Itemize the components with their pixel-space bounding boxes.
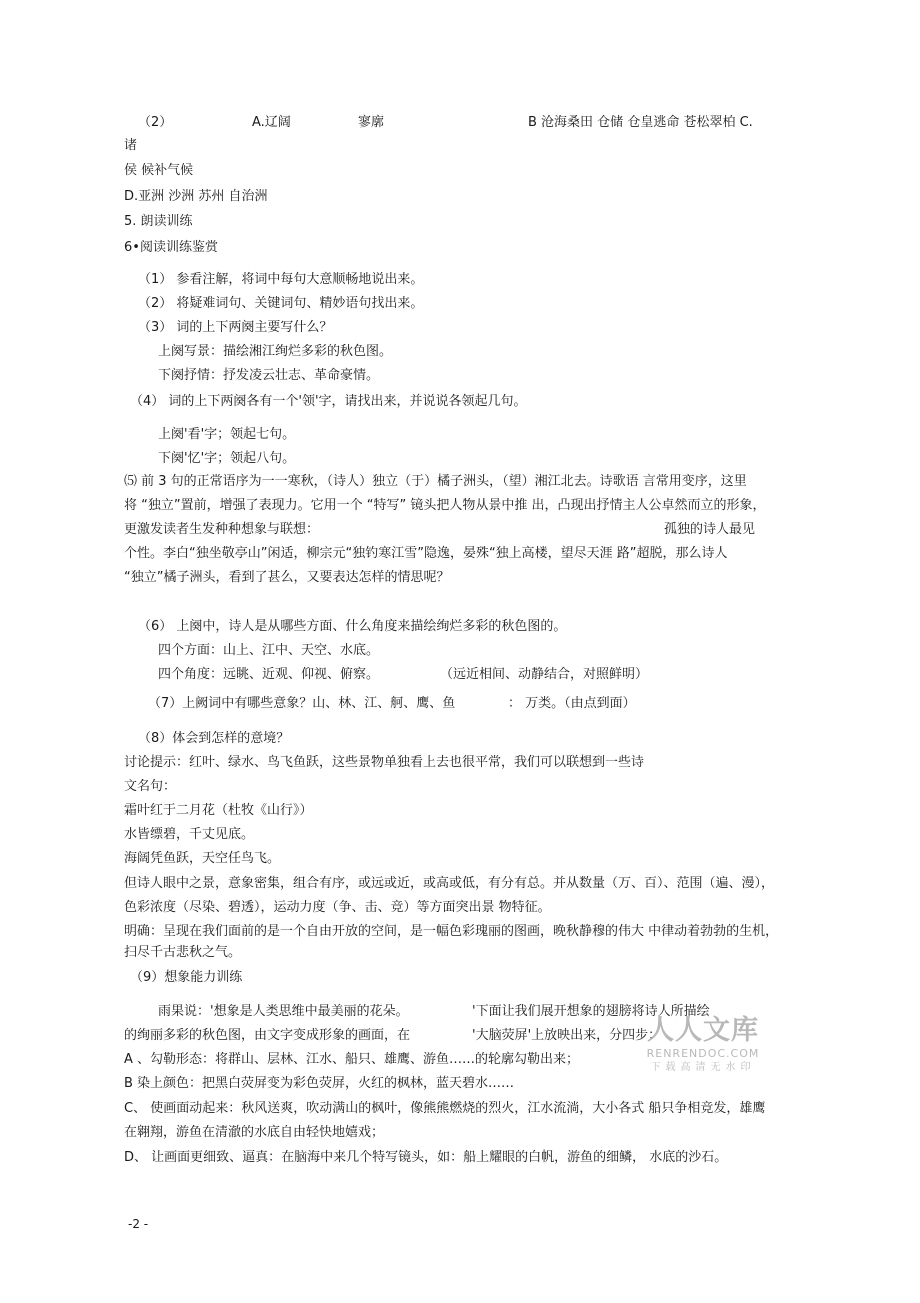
step-b: B 染上颜色：把黑白荧屏变为彩色荧屏，火红的枫林，蓝天碧水…… [124, 1076, 515, 1091]
item-9-para-1: 雨果说：'想象是人类思维中最美丽的花朵。 [158, 1004, 409, 1019]
step-a: A 、勾勒形态：将群山、层林、江水、船只、雄鹰、游鱼……的轮廓勾勒出来； [124, 1052, 580, 1067]
item-8-hint-cont: 文名句： [124, 779, 177, 794]
item-8-answer-1: 明确：呈现在我们面前的是一个自由开放的空间，是一幅色彩瑰丽的图画，晚秋静穆的伟大 中律动着勃勃的生机， [124, 924, 779, 939]
q2-option-a-word: 寥廓 [358, 115, 385, 130]
q2-option-d: D.亚洲 沙洲 苏州 自治洲 [124, 189, 268, 204]
watermark-title: 人人文库 [647, 1015, 759, 1046]
item-6: （6） 上阕中，诗人是从哪些方面、什么角度来描绘绚烂多彩的秋色图的。 [138, 619, 567, 634]
item-8-hint: 讨论提示：红叶、绿水、鸟飞鱼跃，这些景物单独看上去也很平常，我们可以联想到一些诗 [124, 755, 645, 770]
item-2: （2） 将疑难词句、关键词句、精妙语句找出来。 [138, 296, 424, 311]
page-number: -2 - [128, 1217, 149, 1231]
quote-3: 海阔凭鱼跃，天空任鸟飞。 [124, 851, 281, 866]
watermark-domain: RENRENDOC.COM [646, 1047, 760, 1060]
step-c: C、 使画面动起来：秋风送爽，吹动满山的枫叶，像熊熊燃烧的烈火，江水流淌，大小各式 船只争相竞发，雄鹰 [124, 1101, 766, 1116]
item-9: （9）想象能力训练 [130, 970, 243, 985]
item-5-line-5: “独立”橘子洲头，看到了甚么，又要表达怎样的情思呢？ [124, 570, 450, 585]
item-6-angles-note: （远近相间、动静结合，对照鲜明） [440, 667, 649, 682]
quote-2: 水皆缥碧，千丈见底。 [124, 827, 255, 842]
section-5-heading: 5. 朗读训练 [124, 214, 193, 229]
section-6-heading: 6•阅读训练鉴赏 [124, 240, 218, 255]
item-7: （7）上阙词中有哪些意象？山、林、江、舸、鹰、鱼 [148, 696, 456, 711]
item-5-line-4: 个性。李白“独坐敬亭山”闲适，柳宗元“独钓寒江雪”隐逸，晏殊“独上高楼，望尽天涯 路”超脱，那么诗人 [124, 546, 728, 561]
item-4: （4） 词的上下两阕各有一个'领'字，请找出来，并说说各领起几句。 [130, 394, 527, 409]
item-3: （3） 词的上下两阕主要写什么？ [138, 320, 333, 335]
item-8-answer-2: 扫尽千古悲秋之气。 [124, 945, 242, 960]
item-5-line-3: 更激发读者生发种种想象与联想： [124, 522, 320, 537]
step-d: D、 让画面更细致、逼真：在脑海中来几个特写镜头，如：船上耀眼的白帆，游鱼的细鳞， 水底的沙石。 [124, 1150, 728, 1165]
item-4-answer-upper: 上阕'看'字；领起七句。 [158, 427, 296, 442]
item-3-answer-upper: 上阕写景：描绘湘江绚烂多彩的秋色图。 [158, 344, 393, 359]
item-6-aspects: 四个方面：山上、江中、天空、水底。 [158, 643, 380, 658]
item-8: （8）体会到怎样的意境？ [138, 731, 290, 746]
watermark-logo [628, 1015, 778, 1075]
item-5-line-3-right: 孤独的诗人最见 [664, 522, 756, 537]
item-5-line-2: 将 “独立”置前，增强了表现力。它用一个 “特写” 镜头把人物从景中推 出，凸现出抒情主人公卓然而立的形象， [124, 498, 766, 513]
q2-option-b: B 沧海桑田 仓储 仓皇逃命 苍松翠柏 C. [528, 115, 753, 130]
item-8-body-1: 但诗人眼中之景，意象密集，组合有序，或远或近，或高或低，有分有总。并从数量（万、百）、范围（遍、漫）， [124, 876, 775, 891]
step-c-cont: 在翱翔，游鱼在清澈的水底自由轻快地嬉戏； [124, 1125, 385, 1140]
item-7-answer: ： 万类。（由点到面） [508, 696, 636, 711]
q2-option-a: A.辽阔 [252, 115, 291, 130]
q2-label: （2） [138, 115, 173, 130]
item-5-line-1: ⑸ 前 3 句的正常语序为一一寒秋，（诗人）独立（于）橘子洲头，（望）湘江北去。诗歌语 言常用变序，这里 [124, 474, 747, 489]
item-9-para-1-right: '下面让我们展开想象的翅膀将诗人所描绘 [472, 1004, 710, 1019]
item-6-angles: 四个角度：远眺、近观、仰视、俯察。 [158, 667, 380, 682]
item-9-para-2: 的绚丽多彩的秋色图，由文字变成形象的画面，在 [124, 1028, 411, 1043]
item-4-answer-lower: 下阕'忆'字；领起八句。 [158, 451, 296, 466]
item-3-answer-lower: 下阕抒情：抒发凌云壮志、革命豪情。 [158, 368, 380, 383]
watermark-slogan: 下载高清无水印 [650, 1062, 756, 1073]
item-9-para-2-right: '大脑荧屏'上放映出来，分四步： [472, 1028, 662, 1043]
quote-1: 霜叶红于二月花（杜牧《山行》） [124, 803, 313, 818]
item-1: （1） 参看注解，将词中每句大意顺畅地说出来。 [138, 272, 424, 287]
q2-option-c-start: 诸 [124, 138, 138, 153]
item-8-body-2: 色彩浓度（尽染、碧透），运动力度（争、击、竞）等方面突出景 物特征。 [124, 900, 551, 915]
q2-option-c: 侯 候补气候 [124, 163, 194, 178]
